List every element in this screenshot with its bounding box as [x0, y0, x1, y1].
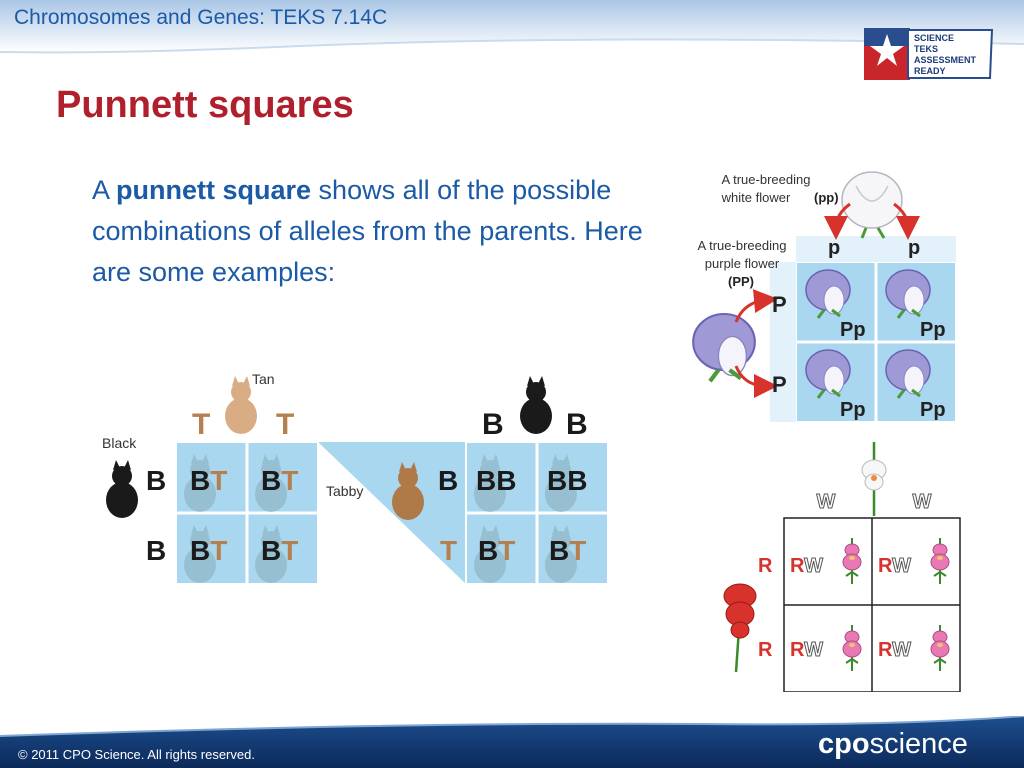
- white-snapdragon-image: [862, 442, 886, 516]
- red-snapdragon-image: [724, 584, 756, 672]
- left-cell-4: BT: [261, 535, 299, 566]
- pea-cell-2: Pp: [920, 319, 946, 341]
- copyright-text: © 2011 CPO Science. All rights reserved.: [18, 747, 255, 762]
- pea-cell-3: Pp: [840, 399, 866, 421]
- slide-body-text: [92, 170, 652, 293]
- black-cat-right-image: [520, 376, 559, 434]
- snap-cell-1: RW: [790, 555, 823, 577]
- pea-top-allele-2: p: [908, 237, 921, 259]
- right-side-allele-1: B: [438, 465, 459, 496]
- pea-side-allele-1: P: [772, 292, 787, 317]
- black-cat-left-image: [106, 460, 145, 518]
- pea-cell-1: Pp: [840, 319, 866, 341]
- teks-ready-badge: [864, 26, 994, 82]
- snap-top-allele-1: W: [816, 491, 836, 513]
- left-top-allele-2: T: [276, 408, 295, 441]
- purple-flower-image: [693, 314, 755, 381]
- header-title: Chromosomes and Genes: TEKS 7.14C: [14, 6, 388, 29]
- snap-cell-3: RW: [790, 639, 823, 661]
- tan-label: Tan: [252, 371, 275, 387]
- black-label: Black: [102, 435, 137, 451]
- badge-line-1: SCIENCE: [914, 33, 955, 43]
- right-cell-2: BB: [547, 465, 588, 496]
- right-cell-1: BB: [476, 465, 517, 496]
- white-flower-genotype: (pp): [814, 190, 839, 205]
- right-top-allele-2: B: [566, 408, 588, 441]
- snap-side-allele-2: R: [758, 639, 773, 661]
- right-cell-3: BT: [478, 535, 516, 566]
- pea-side-allele-2: P: [772, 372, 787, 397]
- pea-cell-4: Pp: [920, 399, 946, 421]
- body-text-keyword: punnett square: [116, 175, 312, 205]
- white-flower-label-1: A true-breeding: [721, 172, 811, 187]
- badge-line-4: READY: [914, 66, 946, 76]
- purple-flower-label-2: purple flower: [704, 256, 780, 271]
- left-side-allele-1: B: [146, 465, 167, 496]
- badge-line-2: TEKS: [914, 44, 939, 54]
- cpo-science-logo: [818, 728, 968, 761]
- white-flower-label-2: white flower: [721, 190, 791, 205]
- body-text-post: shows all of the possible combinations of alleles from the parents. Here are some examples:: [92, 175, 643, 287]
- logo-cpo: cpo: [818, 728, 870, 760]
- left-top-allele-1: T: [192, 408, 211, 441]
- snap-side-allele-1: R: [758, 555, 773, 577]
- snapdragon-punnett-figure: [714, 436, 962, 692]
- snap-cell-2: RW: [878, 555, 911, 577]
- pea-punnett-figure: [686, 166, 958, 424]
- body-text-pre: A: [92, 175, 117, 205]
- left-cell-1: BT: [190, 465, 228, 496]
- left-cell-2: BT: [261, 465, 299, 496]
- snap-top-allele-2: W: [912, 491, 932, 513]
- right-cell-4: BT: [549, 535, 587, 566]
- right-top-allele-1: B: [482, 408, 504, 441]
- cat-punnett-figure: [96, 362, 608, 586]
- left-side-allele-2: B: [146, 535, 167, 566]
- slide-title: Punnett squares: [56, 84, 354, 126]
- white-flower-image: [836, 172, 908, 238]
- badge-line-3: ASSESSMENT: [914, 55, 977, 65]
- purple-flower-genotype: (PP): [728, 274, 754, 289]
- tabby-label: Tabby: [326, 483, 364, 499]
- purple-flower-label-1: A true-breeding: [697, 238, 787, 253]
- left-cell-3: BT: [190, 535, 228, 566]
- snap-cell-4: RW: [878, 639, 911, 661]
- right-side-allele-2: T: [440, 535, 458, 566]
- pea-top-allele-1: p: [828, 237, 841, 259]
- logo-science: science: [869, 728, 968, 760]
